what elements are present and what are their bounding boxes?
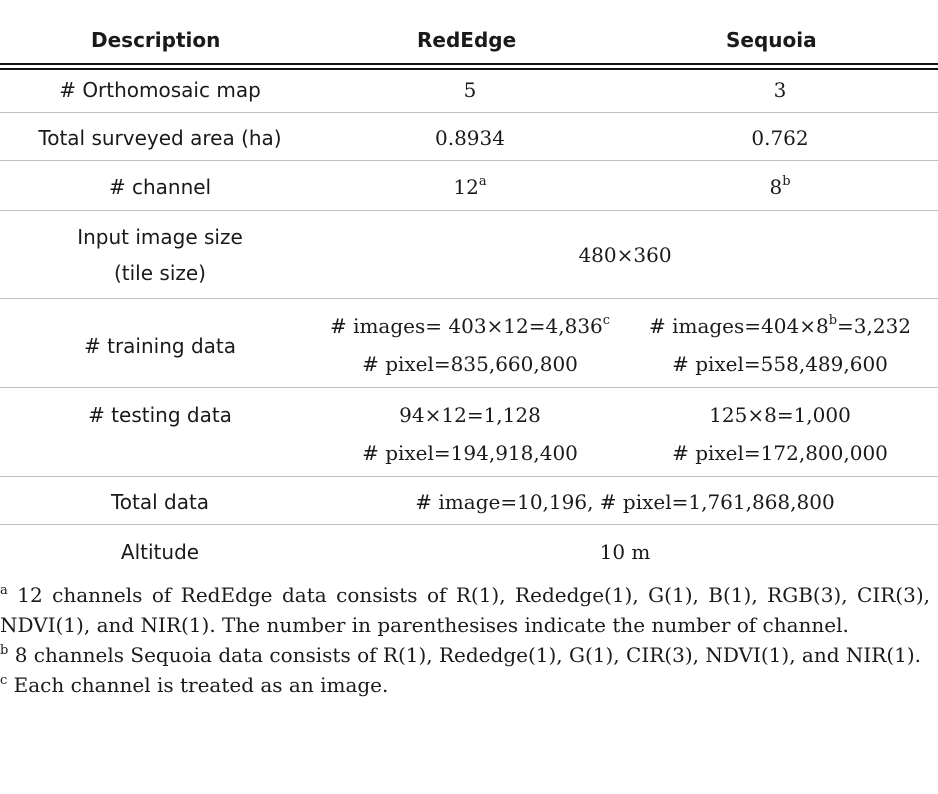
- row-area-label: Total surveyed area (ha): [38, 126, 282, 150]
- row-testing-rededge-images: 94×12=1,128: [399, 403, 541, 427]
- row-area-rededge: 0.8934: [435, 126, 505, 150]
- row-divider: [0, 210, 938, 211]
- row-channel-label: # channel: [108, 175, 212, 199]
- footnote-c-mark: c: [0, 673, 8, 688]
- footnote-mark-b: b: [782, 174, 791, 189]
- header-description: Description: [91, 28, 221, 52]
- row-input-label-line2: (tile size): [113, 261, 206, 285]
- row-channel-sequoia: [640, 174, 920, 199]
- row-ortho-label: # Orthomosaic map: [59, 78, 261, 102]
- row-divider: [0, 298, 938, 299]
- header-rule-top: [0, 63, 938, 65]
- rededge-training-images: # images= 403×12=4,836: [329, 314, 603, 338]
- footnote-a-mark: a: [0, 583, 8, 598]
- row-testing-sequoia-images: 125×8=1,000: [709, 403, 851, 427]
- row-total-label: Total data: [110, 490, 210, 514]
- row-training-rededge-pixels: # pixel=835,660,800: [362, 352, 578, 376]
- row-testing-sequoia-pixels: # pixel=172,800,000: [672, 441, 888, 465]
- row-input-label-line1: Input image size: [77, 225, 243, 249]
- row-testing-rededge-pixels: # pixel=194,918,400: [362, 441, 578, 465]
- row-total-value: # image=10,196, # pixel=1,761,868,800: [415, 490, 835, 514]
- header-rule-bottom: [0, 68, 938, 70]
- footnote-c-text: Each channel is treated as an image.: [13, 673, 389, 697]
- row-training-label: # training data: [83, 334, 236, 358]
- row-altitude-label: Altitude: [120, 540, 200, 564]
- row-training-sequoia-pixels: # pixel=558,489,600: [672, 352, 888, 376]
- sequoia-training-images-a: # images=404×8: [648, 314, 829, 338]
- sequoia-training-images-b: =3,232: [837, 314, 912, 338]
- row-training-rededge-images: [315, 313, 625, 338]
- footnote-b: [0, 640, 930, 670]
- row-altitude-value: 10 m: [599, 540, 651, 564]
- row-training-sequoia-images: [625, 313, 935, 338]
- rededge-channel-count: 12: [453, 175, 479, 199]
- footnote-b-text: 8 channels Sequoia data consists of R(1), Rededge(1), G(1), CIR(3), NDVI(1), and NIR(1).: [14, 643, 922, 667]
- row-ortho-rededge: 5: [463, 78, 477, 102]
- row-area-sequoia: 0.762: [751, 126, 809, 150]
- footnote-mark-c: c: [602, 313, 611, 328]
- sequoia-channel-count: 8: [769, 175, 783, 199]
- footnote-c: [0, 670, 930, 700]
- header-rededge: RedEdge: [417, 28, 517, 52]
- footnote-mark-b: b: [828, 313, 838, 328]
- footnote-mark-a: a: [478, 174, 487, 189]
- row-input-value: 480×360: [578, 243, 672, 267]
- row-divider: [0, 112, 938, 113]
- row-divider: [0, 160, 938, 161]
- row-divider: [0, 524, 938, 525]
- row-channel-rededge: [330, 174, 610, 199]
- row-ortho-sequoia: 3: [773, 78, 787, 102]
- header-sequoia: Sequoia: [726, 28, 817, 52]
- footnote-b-mark: b: [0, 643, 9, 658]
- footnote-a: [0, 580, 930, 640]
- row-divider: [0, 476, 938, 477]
- row-divider: [0, 387, 938, 388]
- footnote-a-text: 12 channels of RedEdge data consists of R(1), Rededge(1), G(1), B(1), RGB(3), CIR(3), NDVI(1), and NIR(1). The number in parenthesises indicate the number of channel.: [0, 583, 930, 637]
- row-testing-label: # testing data: [88, 403, 232, 427]
- footnotes: [0, 580, 930, 700]
